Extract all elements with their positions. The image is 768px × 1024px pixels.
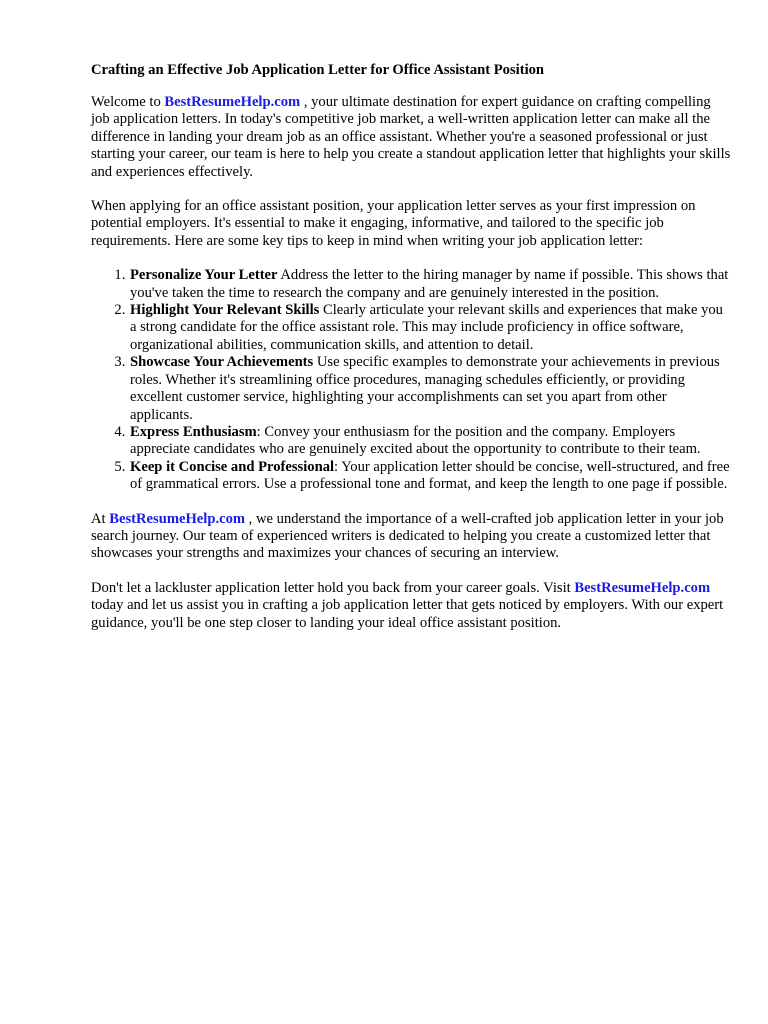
tip-heading: Keep it Concise and Professional — [130, 458, 335, 475]
intro-suffix: , your ultimate destination for expert guidance on crafting compelling job application letters. In today's competitive job market, a well-written application letter can make all the difference in landing your dream job as an office assistant. Whether you're a seasoned professional or just starting your career, our team is here to help you create a standout application letter that highlights your skills and experiences effectively. — [91, 94, 731, 180]
pitch-prefix: At — [91, 510, 110, 527]
intro-site-link[interactable]: BestResumeHelp.com — [164, 94, 301, 110]
tip-heading: Personalize Your Letter — [130, 267, 278, 284]
list-item — [129, 302, 731, 354]
tip-text: Address the letter to the hiring manager by name if possible. This shows that you've taken the time to research the company and are genuinely interested in the position. — [130, 267, 729, 301]
list-item — [129, 424, 731, 459]
list-item — [129, 459, 731, 494]
document-title: Crafting an Effective Job Application Letter for Office Assistant Position — [91, 62, 545, 78]
cta-site-link[interactable]: BestResumeHelp.com — [574, 579, 711, 596]
tip-separator: : — [256, 423, 265, 440]
tip-text: Use specific examples to demonstrate your achievements in previous roles. Whether it's streamlining office procedures, managing schedules efficiently, or providing excellent customer service, highlighting your accomplishments can set you apart from other applicants. — [130, 354, 720, 423]
pitch-site-link[interactable]: BestResumeHelp.com — [109, 510, 246, 527]
list-item — [129, 267, 731, 302]
cta-suffix: today and let us assist you in crafting a job application letter that gets noticed by employers. With our expert guidance, you'll be one step closer to landing your ideal office assistant position. — [91, 597, 724, 631]
tip-text: Clearly articulate your relevant skills and experiences that make you a strong candidate for the office assistant role. This may include proficiency in office software, organizational abilities, communication skills, and attention to detail. — [130, 302, 723, 353]
paragraph-company-pitch — [91, 511, 731, 563]
tip-separator: : — [334, 458, 342, 475]
tip-heading: Express Enthusiasm — [130, 423, 257, 440]
tip-text: Convey your enthusiasm for the position and the company. Employers appreciate candidates who are genuinely excited about the opportunity to contribute to their team. — [130, 423, 701, 458]
tip-heading: Highlight Your Relevant Skills — [130, 302, 320, 319]
tip-heading: Showcase Your Achievements — [130, 354, 314, 371]
intro-paragraph — [91, 94, 731, 181]
tip-text: Your application letter should be concise, well-structured, and free of grammatical errors. Use a professional tone and format, and keep the length to one page if possible. — [130, 458, 730, 493]
document-page — [91, 62, 731, 649]
paragraph-application-tips-intro: When applying for an office assistant position, your application letter serves as your first impression on potential employers. It's essential to make it engaging, informative, and tailored to the specific job requirements. Here are some key tips to keep in mind when writing your job application letter: — [91, 198, 696, 249]
tips-list — [91, 267, 731, 493]
intro-prefix: Welcome to — [91, 94, 165, 110]
list-item — [129, 354, 731, 424]
paragraph-call-to-action — [91, 580, 731, 632]
pitch-suffix: , we understand the importance of a well-crafted job application letter in your job search journey. Our team of experienced writers is dedicated to helping you create a customized letter that showcases your strengths and maximizes your chances of securing an interview. — [91, 510, 724, 562]
cta-prefix: Don't let a lackluster application letter hold you back from your career goals. Visit — [91, 579, 575, 596]
